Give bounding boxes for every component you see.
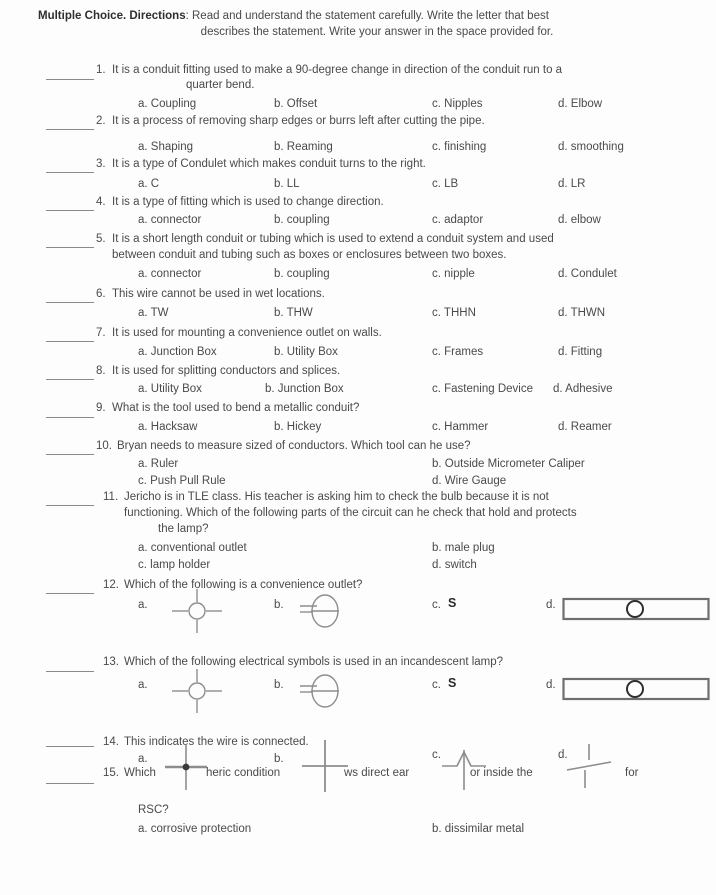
answer-blank-5[interactable] — [46, 246, 94, 248]
answer-blank-10[interactable] — [46, 453, 94, 455]
question-4-text: It is a type of fitting which is used to change direction. — [112, 196, 384, 208]
wire-junction-dot-symbol[interactable] — [163, 742, 209, 792]
question-4-option-c[interactable]: c. adaptor — [432, 214, 484, 226]
question-5-text-line-2: between conduit and tubing such as boxes or enclosures between two boxes. — [112, 249, 507, 261]
question-8-number: 8. — [96, 365, 106, 377]
question-13-number: 13. — [103, 656, 119, 668]
question-3-number: 3. — [96, 158, 106, 170]
answer-blank-1[interactable] — [46, 78, 94, 80]
directions-line2: describes the statement. Write your answer in the space provided for. — [200, 26, 554, 38]
question-4-number: 4. — [96, 196, 106, 208]
question-10-option-b[interactable]: b. Outside Micrometer Caliper — [432, 458, 585, 470]
convenience-outlet-symbol[interactable] — [562, 676, 710, 704]
answer-blank-9[interactable] — [46, 416, 94, 418]
answer-blank-2[interactable] — [46, 128, 94, 130]
question-5-option-c[interactable]: c. nipple — [432, 268, 475, 280]
question-8-option-c[interactable]: c. Fastening Device — [432, 383, 533, 395]
question-11-option-b[interactable]: b. male plug — [432, 542, 495, 554]
question-5-number: 5. — [96, 233, 106, 245]
answer-blank-15[interactable] — [46, 782, 94, 784]
question-2-number: 2. — [96, 115, 106, 127]
wire-offset-cross-symbol[interactable] — [565, 740, 613, 792]
switch-letter-symbol[interactable]: S — [448, 596, 457, 610]
question-3-option-d[interactable]: d. LR — [558, 178, 586, 190]
question-13-label-c: c. — [432, 679, 441, 691]
question-14-label-c: c. — [432, 749, 441, 761]
question-2-option-c[interactable]: c. finishing — [432, 141, 487, 153]
question-11-text-line-1: Jericho is in TLE class. His teacher is asking him to check the bulb because it is not — [124, 491, 549, 503]
question-2-option-b[interactable]: b. Reaming — [274, 141, 333, 153]
question-10-option-d[interactable]: d. Wire Gauge — [432, 475, 507, 487]
question-13-label-a: a. — [138, 679, 148, 691]
question-6-text: This wire cannot be used in wet locations. — [112, 288, 325, 300]
lighting-outlet-symbol[interactable] — [168, 588, 226, 634]
question-8-text: It is used for splitting conductors and splices. — [112, 365, 341, 377]
question-15-text-continued: RSC? — [138, 804, 169, 816]
question-6-option-c[interactable]: c. THHN — [432, 307, 476, 319]
question-9-text: What is the tool used to bend a metallic conduit? — [112, 402, 360, 414]
question-4-option-b[interactable]: b. coupling — [274, 214, 330, 226]
question-14-label-b: b. — [274, 753, 284, 765]
question-3-option-b[interactable]: b. LL — [274, 178, 300, 190]
question-2-option-a[interactable]: a. Shaping — [138, 141, 193, 153]
question-6-number: 6. — [96, 288, 106, 300]
question-15-fragment-4: or inside the — [470, 767, 533, 779]
question-11-option-c[interactable]: c. lamp holder — [138, 559, 211, 571]
question-5-option-a[interactable]: a. connector — [138, 268, 202, 280]
question-3-text: It is a type of Condulet which makes conduit turns to the right. — [112, 158, 426, 170]
answer-blank-3[interactable] — [46, 171, 94, 173]
answer-blank-13[interactable] — [46, 670, 94, 672]
question-15-fragment-5: for — [625, 767, 639, 779]
answer-blank-8[interactable] — [46, 378, 94, 380]
answer-blank-4[interactable] — [46, 209, 94, 211]
question-5-option-b[interactable]: b. coupling — [274, 268, 330, 280]
directions-title: Multiple Choice. Directions — [38, 10, 186, 22]
lighting-outlet-symbol[interactable] — [168, 668, 226, 714]
answer-blank-12[interactable] — [46, 592, 94, 594]
question-10-text: Bryan needs to measure sized of conductors. Which tool can he use? — [117, 440, 471, 452]
answer-blank-14[interactable] — [46, 745, 94, 747]
question-12-text: Which of the following is a convenience outlet? — [124, 579, 363, 591]
question-4-option-d[interactable]: d. elbow — [558, 214, 601, 226]
fan-outlet-symbol[interactable] — [297, 590, 349, 632]
question-7-text: It is used for mounting a convenience outlet on walls. — [112, 327, 382, 339]
question-9-option-a[interactable]: a. Hacksaw — [138, 421, 198, 433]
directions-block — [38, 8, 686, 40]
question-5-option-d[interactable]: d. Condulet — [558, 268, 617, 280]
switch-letter-symbol[interactable]: S — [448, 676, 457, 690]
question-9-option-d[interactable]: d. Reamer — [558, 421, 612, 433]
question-1-option-a[interactable]: a. Coupling — [138, 98, 197, 110]
question-12-label-c: c. — [432, 599, 441, 611]
question-9-number: 9. — [96, 402, 106, 414]
question-15-fragment-3: ws direct ear — [344, 767, 410, 779]
answer-blank-7[interactable] — [46, 340, 94, 342]
question-6-option-a[interactable]: a. TW — [138, 307, 169, 319]
question-11-number: 11. — [103, 491, 119, 503]
question-7-option-d[interactable]: d. Fitting — [558, 346, 603, 358]
question-1-option-d[interactable]: d. Elbow — [558, 98, 603, 110]
question-14-text: This indicates the wire is connected. — [124, 736, 309, 748]
question-13-label-b: b. — [274, 679, 284, 691]
wire-cross-symbol[interactable] — [300, 738, 350, 794]
question-12-label-a: a. — [138, 599, 148, 611]
question-4-option-a[interactable]: a. connector — [138, 214, 202, 226]
question-15-number: 15. — [103, 767, 119, 779]
question-8-option-b[interactable]: b. Junction Box — [265, 383, 344, 395]
question-15-option-a[interactable]: a. corrosive protection — [138, 823, 252, 835]
question-3-option-a[interactable]: a. C — [138, 178, 160, 190]
question-11-option-d[interactable]: d. switch — [432, 559, 477, 571]
question-8-option-a[interactable]: a. Utility Box — [138, 383, 202, 395]
question-11-text-line-2: functioning. Which of the following parts of the circuit can he check that hold and protects — [124, 507, 577, 519]
question-11-option-a[interactable]: a. conventional outlet — [138, 542, 247, 554]
question-14-label-d: d. — [558, 749, 568, 761]
question-12-label-b: b. — [274, 599, 284, 611]
question-15-fragment-2: heric condition — [206, 767, 281, 779]
answer-blank-11[interactable] — [46, 504, 94, 506]
convenience-outlet-symbol[interactable] — [562, 596, 710, 624]
question-7-option-b[interactable]: b. Utility Box — [274, 346, 338, 358]
question-7-option-c[interactable]: c. Frames — [432, 346, 484, 358]
question-14-label-a: a. — [138, 753, 148, 765]
answer-blank-6[interactable] — [46, 301, 94, 303]
question-1-option-b[interactable]: b. Offset — [274, 98, 318, 110]
question-3-option-c[interactable]: c. LB — [432, 178, 459, 190]
question-8-option-d[interactable]: d. Adhesive — [553, 383, 613, 395]
directions-line1: : Read and understand the statement carefully. Write the letter that best — [185, 10, 549, 22]
question-1-text-line-1: It is a conduit fitting used to make a 90-degree change in direction of the conduit run to a — [112, 64, 563, 76]
question-6-option-d[interactable]: d. THWN — [558, 307, 606, 319]
question-14-number: 14. — [103, 736, 119, 748]
question-1-text-line-2: quarter bend. — [186, 79, 255, 91]
question-10-option-c[interactable]: c. Push Pull Rule — [138, 475, 226, 487]
question-10-number: 10. — [96, 440, 112, 452]
question-13-label-d: d. — [546, 679, 556, 691]
question-7-option-a[interactable]: a. Junction Box — [138, 346, 217, 358]
question-2-option-d[interactable]: d. smoothing — [558, 141, 624, 153]
question-15-option-b[interactable]: b. dissimilar metal — [432, 823, 525, 835]
question-2-text: It is a process of removing sharp edges or burrs left after cutting the pipe. — [112, 115, 485, 127]
question-15-fragment-1: Which — [124, 767, 156, 779]
question-5-text-line-1: It is a short length conduit or tubing which is used to extend a conduit system and used — [112, 233, 554, 245]
question-7-number: 7. — [96, 327, 106, 339]
question-11-text-line-3: the lamp? — [158, 523, 209, 535]
question-6-option-b[interactable]: b. THW — [274, 307, 313, 319]
question-1-option-c[interactable]: c. Nipples — [432, 98, 483, 110]
question-13-text: Which of the following electrical symbols is used in an incandescent lamp? — [124, 656, 504, 668]
question-9-option-c[interactable]: c. Hammer — [432, 421, 489, 433]
question-12-number: 12. — [103, 579, 119, 591]
question-10-option-a[interactable]: a. Ruler — [138, 458, 179, 470]
question-9-option-b[interactable]: b. Hickey — [274, 421, 322, 433]
question-1-number: 1. — [96, 64, 106, 76]
question-12-label-d: d. — [546, 599, 556, 611]
fan-outlet-symbol[interactable] — [297, 670, 349, 712]
